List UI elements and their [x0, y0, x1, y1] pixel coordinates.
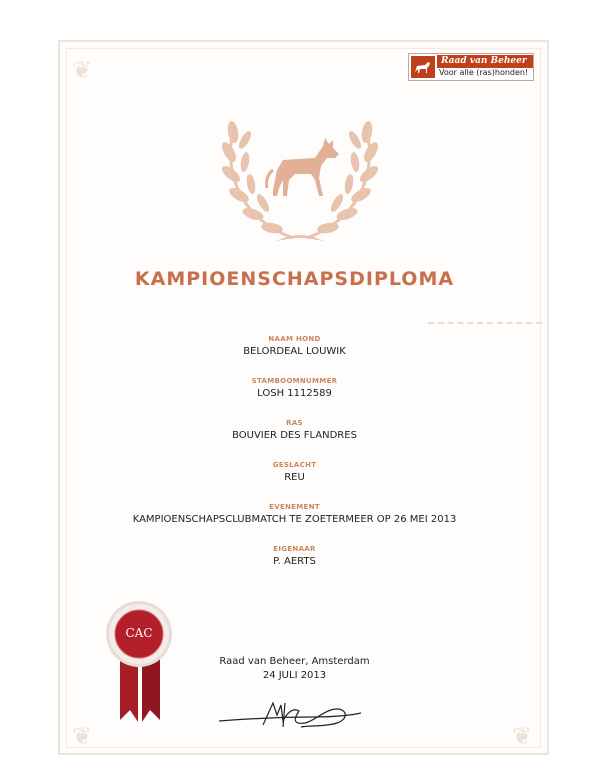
field-value: REU — [284, 472, 305, 483]
dog-logo-icon — [411, 56, 435, 78]
issue-date: 24 JULI 2013 — [262, 670, 327, 681]
field-value: LOSH 1112589 — [257, 388, 332, 399]
decorative-dashed-line — [428, 322, 542, 324]
signature — [215, 695, 365, 733]
field-label: EVENEMENT — [269, 503, 320, 511]
field-event — [0, 503, 589, 525]
field-dog-name — [0, 335, 589, 357]
seal-label: CAC — [125, 626, 153, 640]
field-label: GESLACHT — [272, 461, 317, 469]
corner-ornament-bottom-right: ❦ — [512, 722, 533, 750]
diploma-title: KAMPIOENSCHAPSDIPLOMA — [134, 268, 455, 290]
brand-logo-box — [408, 53, 534, 81]
laurel-wreath-emblem — [215, 100, 385, 250]
field-value: KAMPIOENSCHAPSCLUBMATCH TE ZOETERMEER OP 26 MEI 2013 — [132, 514, 457, 525]
issuer-name: Raad van Beheer, Amsterdam — [219, 656, 370, 667]
field-value: P. AERTS — [273, 556, 316, 567]
corner-ornament-bottom-left: ❦ — [72, 722, 93, 750]
brand-tagline: Voor alle (ras)honden! — [439, 68, 529, 77]
field-label: RAS — [286, 419, 303, 427]
field-breed — [0, 419, 589, 441]
corner-ornament-top-left: ❦ — [72, 56, 93, 84]
field-sex — [0, 461, 589, 483]
field-label: STAMBOOMNUMMER — [251, 377, 338, 385]
field-pedigree-number — [0, 377, 589, 399]
field-value: BELORDEAL LOUWIK — [243, 346, 346, 357]
field-value: BOUVIER DES FLANDRES — [232, 430, 357, 441]
field-label: NAAM HOND — [268, 335, 321, 343]
field-label: EIGENAAR — [273, 545, 316, 553]
brand-name: Raad van Beheer — [437, 55, 533, 68]
field-owner — [0, 545, 589, 567]
issuer-block — [0, 655, 589, 683]
